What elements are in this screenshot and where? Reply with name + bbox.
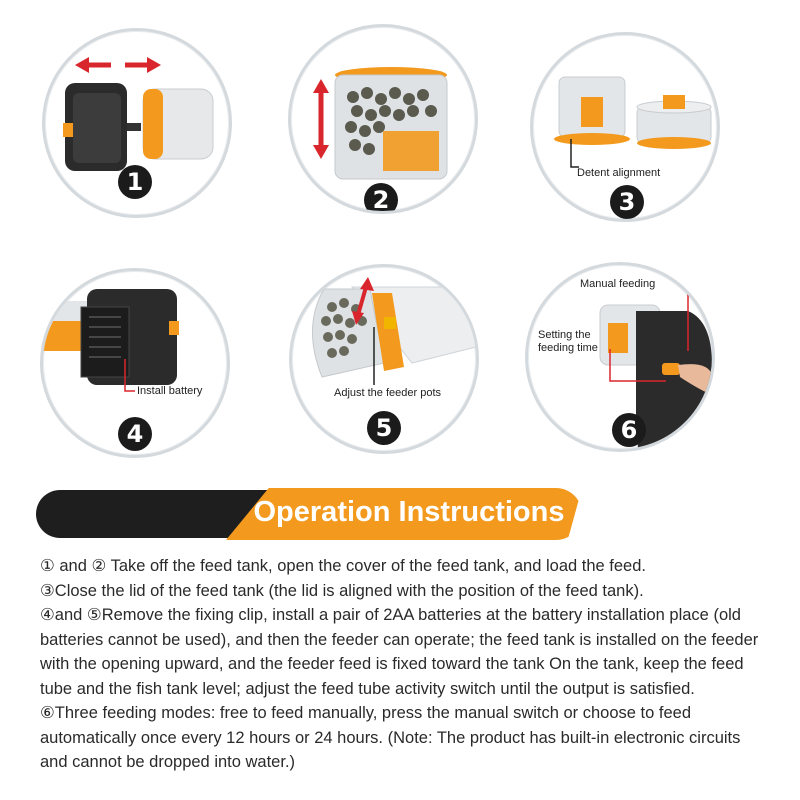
step-number: 4 — [118, 417, 152, 451]
instruction-steps-4-5: ④and ⑤Remove the fixing clip, install a pair of 2AA batteries at the battery installation place (old batteries cannot be used), and then the feeder can operate; the feed tank is installed on the feeder with the opening upward, and the feeder feed is fixed toward the tank On the tank, keep the feed tube and the fish tank level; adjust the feed tube activity switch until the output is satisfied. — [40, 606, 759, 698]
banner-title: Operation Instructions — [253, 496, 565, 528]
step-number: 5 — [367, 411, 401, 445]
instructions-text — [40, 554, 770, 775]
instruction-step-6: ⑥Three feeding modes: free to feed manually, press the manual switch or choose to feed automatically once every 12 hours or 24 hours. (Note: The product has built-in electronic circuits and cannot be dropped into water.) — [40, 704, 741, 771]
step-1-circle — [42, 28, 232, 218]
step-3-circle — [530, 32, 720, 222]
instruction-steps-1-2: ① and ② Take off the feed tank, open the cover of the feed tank, and load the feed. — [40, 557, 646, 575]
install-battery-label: Install battery — [137, 385, 203, 397]
step-2-circle — [288, 24, 478, 214]
detent-alignment-label: Detent alignment — [577, 167, 661, 179]
manual-feeding-label: Manual feeding — [580, 278, 656, 290]
instruction-step-3: ③Close the lid of the feed tank (the lid is aligned with the position of the feed tank). — [40, 581, 644, 600]
step-5-circle — [289, 264, 479, 454]
operation-instructions-banner — [36, 488, 582, 540]
step-number: 3 — [610, 185, 644, 219]
step-number: 1 — [118, 165, 152, 199]
setting-feeding-time-label-line1: Setting the — [538, 329, 591, 341]
step-number: 2 — [364, 183, 398, 214]
step-number: 6 — [612, 413, 646, 447]
setting-feeding-time-label-line2: feeding time — [538, 342, 598, 354]
adjust-feeder-pots-label: Adjust the feeder pots — [334, 387, 442, 399]
step-4-circle — [40, 268, 230, 458]
step-6-circle — [525, 262, 715, 452]
